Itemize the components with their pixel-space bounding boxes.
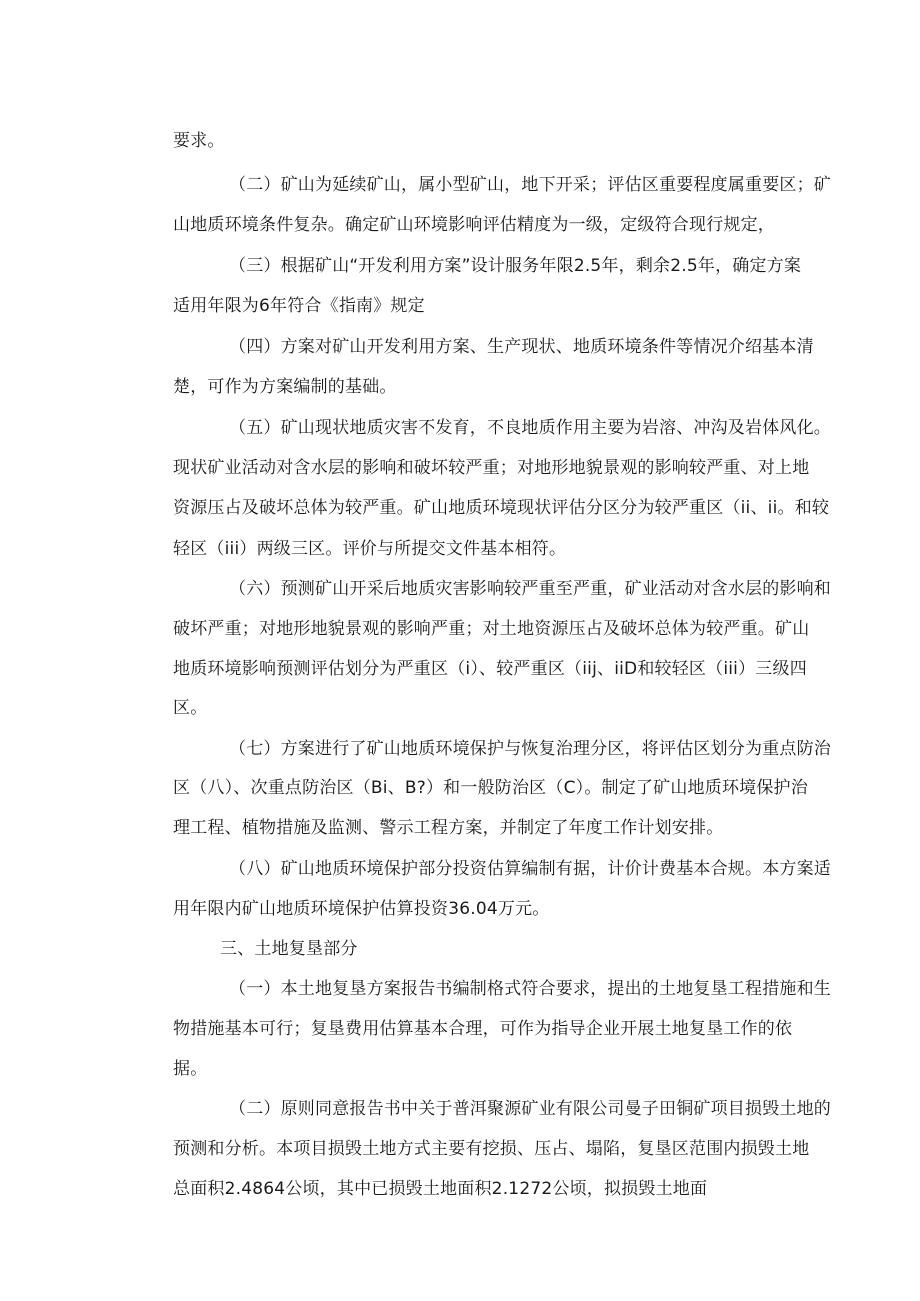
text-line: 区（八）、次重点防治区（Bi、B?）和一般防治区（C）。制定了矿山地质环境保护治: [173, 778, 808, 798]
text-line: （四）方案对矿山开发利用方案、生产现状、地质环境条件等情况介绍基本清: [229, 337, 814, 357]
text-line: 轻区（iii）两级三区。评价与所提交文件基本相符。: [173, 539, 567, 559]
text-line: 理工程、植物措施及监测、警示工程方案，并制定了年度工作计划安排。: [173, 818, 724, 838]
text-line: 现状矿业活动对含水层的影响和破坏较严重；对地形地貌景观的影响较严重、对上地: [173, 458, 810, 478]
text-line: （二）原则同意报告书中关于普洱聚源矿业有限公司曼子田铜矿项目损毁土地的: [229, 1099, 831, 1119]
text-line: 物措施基本可行；复垦费用估算基本合理，可作为指导企业开展土地复垦工作的依: [173, 1019, 793, 1039]
section-heading: 三、土地复垦部分: [220, 939, 358, 959]
text-line: （七）方案进行了矿山地质环境保护与恢复治理分区，将评估区划分为重点防治: [229, 739, 831, 759]
text-line: （五）矿山现状地质灾害不发育，不良地质作用主要为岩溶、冲沟及岩体风化。: [229, 418, 831, 438]
text-line: 据。: [173, 1059, 208, 1079]
text-line: （一）本土地复垦方案报告书编制格式符合要求，提出的土地复垦工程措施和生: [229, 979, 831, 999]
text-line: 破坏严重；对地形地貌景观的影响严重；对土地资源压占及破坏总体为较严重。矿山: [173, 619, 810, 639]
text-line: 要求。: [173, 131, 225, 151]
text-line: 用年限内矿山地质环境保护估算投资36.04万元。: [173, 899, 550, 919]
text-line: 总面积2.4864公顷，其中已损毁土地面积2.1272公顷，拟损毁土地面: [173, 1179, 708, 1199]
text-line: 山地质环境条件复杂。确定矿山环境影响评估精度为一级，定级符合现行规定，: [173, 215, 775, 235]
text-line: 楚，可作为方案编制的基础。: [173, 377, 397, 397]
text-line: 资源压占及破坏总体为较严重。矿山地质环境现状评估分区分为较严重区（ii、ii。和较: [173, 498, 830, 518]
text-line: （三）根据矿山“开发利用方案”设计服务年限2.5年，剩余2.5年，确定方案: [229, 256, 802, 276]
text-line: 适用年限为6年符合《指南》规定: [173, 296, 425, 316]
text-line: 预测和分析。本项目损毁土地方式主要有挖损、压占、塌陷，复垦区范围内损毁土地: [173, 1139, 810, 1159]
text-line: （八）矿山地质环境保护部分投资估算编制有据，计价计费基本合规。本方案适: [229, 859, 831, 879]
text-line: 地质环境影响预测评估划分为严重区（i）、较严重区（iij、iiD和较轻区（iii）三级四: [173, 659, 807, 679]
text-line: （二）矿山为延续矿山，属小型矿山，地下开采；评估区重要程度属重要区；矿: [229, 175, 831, 195]
text-line: 区。: [173, 698, 208, 718]
text-line: （六）预测矿山开采后地质灾害影响较严重至严重，矿业活动对含水层的影响和: [229, 579, 831, 599]
